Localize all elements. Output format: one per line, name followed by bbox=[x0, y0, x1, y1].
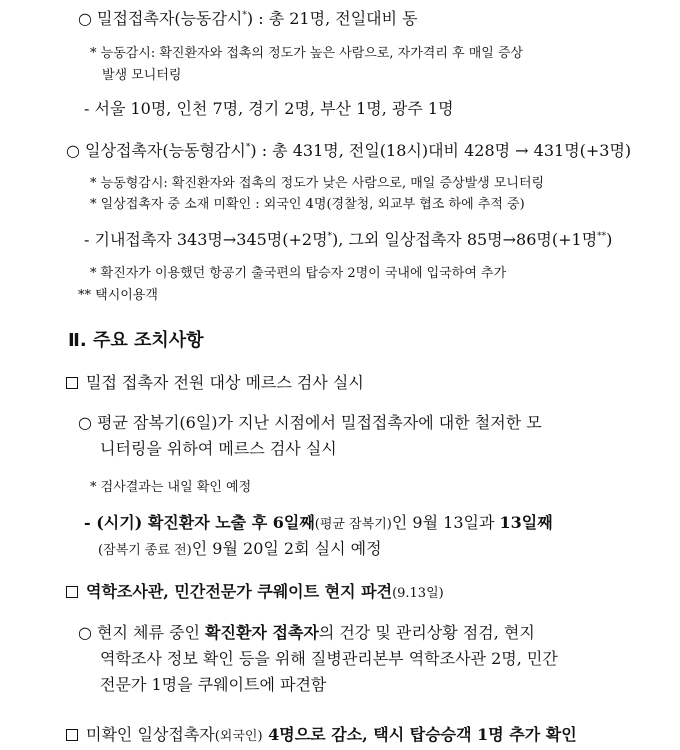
box-item-2 bbox=[66, 579, 444, 602]
text: (9.13일) bbox=[392, 586, 444, 601]
dispatch-line-cont2: 전문가 1명을 쿠웨이트에 파견함 bbox=[100, 675, 327, 694]
text: ○ 현지 체류 중인 bbox=[78, 623, 206, 642]
close-contacts-line bbox=[78, 6, 418, 29]
timing-line-cont bbox=[98, 536, 382, 559]
text: (평균 잠복기) bbox=[314, 517, 392, 532]
section-title: Ⅱ. 주요 조치사항 bbox=[68, 330, 204, 351]
footnote-2: ** 택시이용객 bbox=[78, 288, 158, 303]
test-line-cont: 니터링을 위하여 메르스 검사 실시 bbox=[100, 439, 337, 458]
text: ) bbox=[606, 230, 613, 249]
text: 역학조사관, 민간전문가 쿠웨이트 현지 파견 bbox=[86, 582, 393, 601]
text: 밀접 접촉자 전원 대상 메르스 검사 실시 bbox=[86, 373, 364, 392]
note-results: * 검사결과는 내일 확인 예정 bbox=[90, 480, 252, 495]
casual-contacts-line bbox=[66, 138, 631, 161]
dispatch-line-cont: 역학조사 정보 확인 등을 위해 질병관리본부 역학조사관 2명, 민간 bbox=[100, 649, 558, 668]
text: ○ 일상접촉자(능동형감시 bbox=[66, 141, 246, 160]
note-active-monitoring-cont: 발생 모니터링 bbox=[102, 68, 182, 83]
text: ) : 총 431명, 전일(18시)대비 428명 → 431명(+3명) bbox=[250, 141, 632, 160]
text: - 기내접촉자 343명→345명(+2명 bbox=[84, 230, 328, 249]
region-breakdown: - 서울 10명, 인천 7명, 경기 2명, 부산 1명, 광주 1명 bbox=[84, 99, 454, 118]
text: ○ 밀접접촉자(능동감시 bbox=[78, 9, 243, 28]
footnote-mark: ** bbox=[597, 231, 607, 242]
text: ), 그외 일상접촉자 85명→86명(+1명 bbox=[332, 230, 598, 249]
footnote-mark: * bbox=[245, 142, 251, 153]
inflight-contacts-line bbox=[84, 227, 612, 250]
text: 13일째 bbox=[499, 513, 553, 532]
note-passive-monitoring: * 능동형감시: 확진환자와 접촉의 정도가 낮은 사람으로, 매일 증상발생 모니터링 bbox=[90, 176, 545, 191]
dispatch-line bbox=[78, 620, 535, 643]
text: (외국인) bbox=[214, 729, 263, 744]
box-item-3 bbox=[66, 722, 577, 745]
text: 인 9월 13일과 bbox=[391, 513, 495, 532]
text: - (시기) 확진환자 노출 후 6일째 bbox=[84, 513, 315, 532]
text: 확진환자 접촉자 bbox=[205, 623, 319, 642]
text: 4명으로 감소, 택시 탑승승객 1명 추가 확인 bbox=[262, 725, 577, 744]
footnote-mark: * bbox=[242, 10, 247, 21]
text: 미확인 일상접촉자 bbox=[86, 725, 215, 744]
text: 인 9월 20일 2회 실시 예정 bbox=[191, 539, 382, 558]
footnote-mark: * bbox=[327, 231, 333, 242]
checkbox-square-icon bbox=[66, 377, 78, 389]
note-active-monitoring: * 능동감시: 확진환자와 접촉의 정도가 높은 사람으로, 자가격리 후 매일 증상 bbox=[90, 46, 524, 61]
test-line: ○ 평균 잠복기(6일)가 지난 시점에서 밀접접촉자에 대한 철저한 모 bbox=[78, 413, 542, 432]
checkbox-square-icon bbox=[66, 729, 78, 741]
timing-line bbox=[84, 510, 553, 533]
text: ) : 총 21명, 전일대비 동 bbox=[246, 9, 418, 28]
checkbox-square-icon bbox=[66, 586, 78, 598]
text: (잠복기 종료 전) bbox=[98, 543, 192, 558]
note-unidentified: * 일상접촉자 중 소재 미확인 : 외국인 4명(경찰청, 외교부 협조 하에 추적 중) bbox=[90, 197, 525, 212]
text: 의 건강 및 관리상황 점검, 현지 bbox=[318, 623, 535, 642]
footnote-1: * 확진자가 이용했던 항공기 출국편의 탑승자 2명이 국내에 입국하여 추가 bbox=[90, 266, 507, 281]
box-item-1 bbox=[66, 370, 364, 393]
